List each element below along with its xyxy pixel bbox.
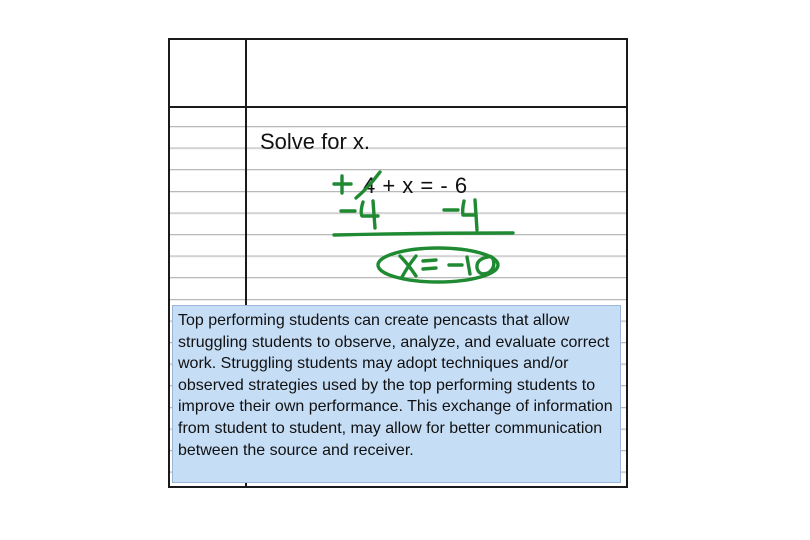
problem-prompt: Solve for x.	[260, 129, 371, 154]
caption-box: Top performing students can create pencasts that allow struggling students to observe, analyze, and evaluate correct work. Struggling students may adopt techniques and/or observed strategies used by the top performing students to improve their own performance. This exchange of information from student to student, may allow for better communication between the source and receiver.	[172, 305, 621, 483]
equation-text: 4 + x = - 6	[363, 173, 468, 198]
header-band	[170, 40, 626, 108]
